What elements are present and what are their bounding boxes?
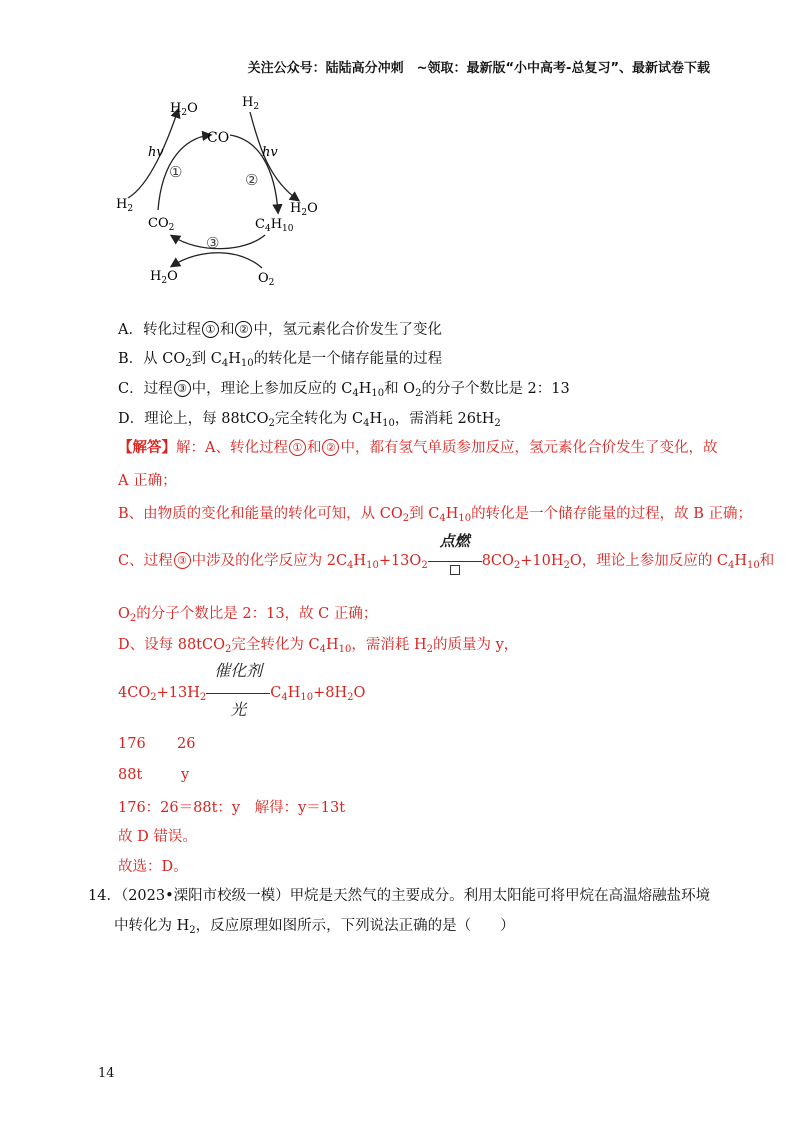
arrow-o2-to-h2o <box>172 253 262 268</box>
ratio-row-2-right: y <box>181 767 190 783</box>
page-header: 关注公众号：陆陆高分冲刺 ~领取：最新版“小中高考-总复习”、最新试卷下载 <box>247 61 710 76</box>
answer-line-2: A 正确； <box>118 473 177 489</box>
label-step-3: ③ <box>206 234 220 252</box>
answer-line-8: 故 D 错误。 <box>118 829 197 845</box>
ratio-row-2-left: 88t <box>118 767 143 783</box>
answer-line-6: D、设每 88tCO$_2$完全转化为 $C_4H_{10}$，需消耗 $H_2$的质量为 y， <box>118 637 519 655</box>
reaction-cycle-diagram <box>110 90 330 290</box>
answer-equation-d: $4CO_2+13H_2$ 催化剂 光 $C_4H_{10}+8H_2O$ <box>118 661 366 719</box>
label-step-1: ① <box>169 163 183 181</box>
option-a: A．转化过程 ① 和 ② 中，氢元素化合价发生了变化 <box>118 322 442 338</box>
ratio-row-1-left: 176 <box>118 736 146 752</box>
label-step-2: ② <box>245 171 259 189</box>
label-hv-right: hv <box>262 145 278 160</box>
label-hv-left: hv <box>148 145 164 160</box>
question-14-line-2: 中转化为 $H_2$，反应原理如图所示，下列说法正确的是（ ） <box>114 918 515 936</box>
condition-catalyst-light: 催化剂 光 <box>206 684 270 698</box>
answer-line-7: 176：26＝88t：y 解得：y＝13t <box>118 800 346 816</box>
condition-ignite: 点燃 <box>428 552 482 566</box>
page-number: 14 <box>98 1066 115 1081</box>
label-c4h10: $C_4H_{10}$ <box>255 217 294 234</box>
option-c: C．过程 ③ 中，理论上参加反应的 $C_4H_{10}$和 $O_2$的分子个数比是 2：13 <box>118 381 570 399</box>
arc-step-1 <box>158 135 210 210</box>
label-co2: $CO_2$ <box>148 216 175 233</box>
label-h2o-top-left: $H_2O$ <box>170 101 198 118</box>
answer-tag: 【解答】 <box>118 439 176 456</box>
option-b: B．从 $CO_2$到 $C_4H_{10}$的转化是一个储存能量的过程 <box>118 351 443 369</box>
label-h2o-right: $H_2O$ <box>290 201 318 218</box>
option-d: D．理论上，每 88tCO$_2$完全转化为 $C_4H_{10}$，需消耗 $26tH_2$ <box>118 411 501 429</box>
label-h2-top: $H_2$ <box>242 95 260 112</box>
answer-line-3: B、由物质的变化和能量的转化可知，从 $CO_2$到 $C_4H_{10}$的转化是一个储存能量的过程，故 B 正确； <box>118 506 752 524</box>
answer-line-5: $O_2$的分子个数比是 2：13，故 C 正确； <box>118 606 378 624</box>
label-h2-left: $H_2$ <box>116 197 134 214</box>
answer-line-9: 故选：D。 <box>118 859 188 875</box>
ratio-row-1-right: 26 <box>177 736 196 752</box>
label-o2-bottom: $O_2$ <box>258 271 275 288</box>
answer-line-1: 【解答】解：A、转化过程 ① 和 ② 中，都有氢气单质参加反应，氢元素化合价发生了变化，故 <box>118 439 718 456</box>
question-14-line-1: 14．（2023•溧阳市校级一模）甲烷是天然气的主要成分。利用太阳能可将甲烷在高温熔融盐环境 <box>88 888 711 904</box>
label-h2o-bottom: $H_2O$ <box>150 269 178 286</box>
label-co: CO <box>207 130 230 146</box>
answer-line-4: C、过程 ③ 中涉及的化学反应为 $2C_4H_{10}+13O_2$ 点燃 $8CO_2+10H_2O$，理论上参加反应的 $C_4H_{10}$和 <box>118 549 774 570</box>
